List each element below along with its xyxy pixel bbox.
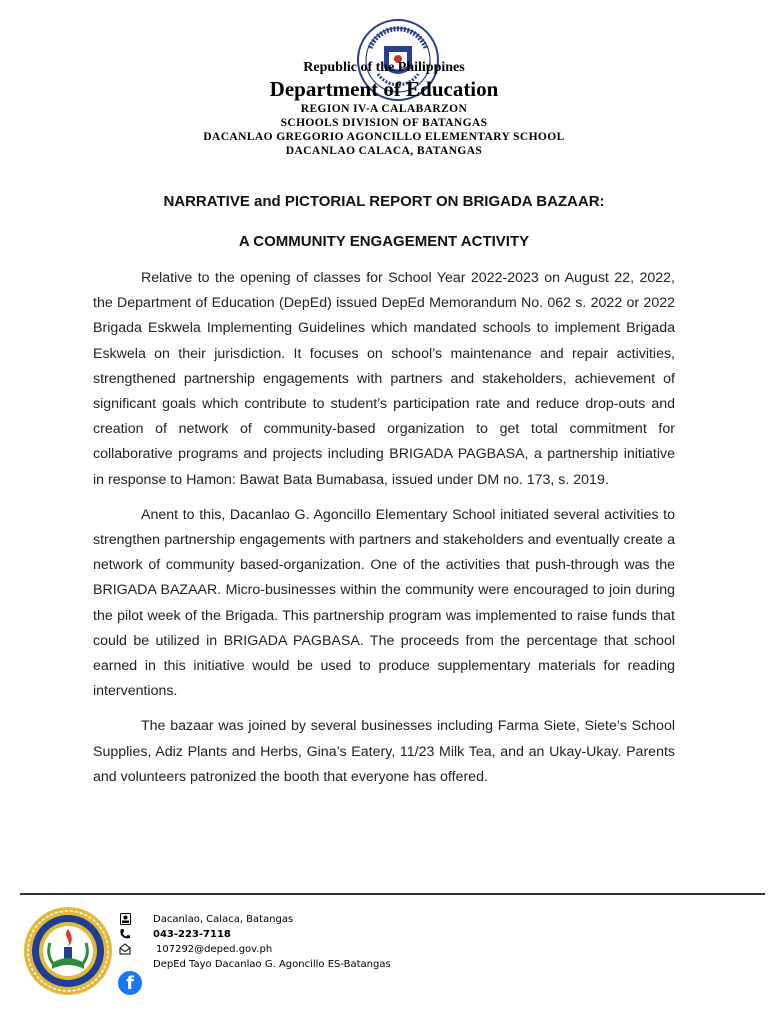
email-row xyxy=(118,942,478,957)
department-name: Department of Education xyxy=(269,77,499,101)
paragraph: The bazaar was joined by several businesses including Farma Siete, Siete’s School Supplies, Adiz Plants and Herbs, Gina’s Eatery, 11/23 Milk Tea, and an Ukay-Ukay. Parents and volunteers patronized the booth that everyone has offered. xyxy=(93,718,675,785)
footer-facebook[interactable]: DepEd Tayo Dacanlao G. Agoncillo ES-Batangas xyxy=(153,959,391,970)
address-row xyxy=(118,912,478,927)
footer-email[interactable]: 107292@deped.gov.ph xyxy=(156,944,273,955)
report-body xyxy=(93,266,675,800)
email-icon xyxy=(118,942,132,956)
address-card-icon xyxy=(118,912,132,926)
phone-row xyxy=(118,927,478,942)
region-line: REGION IV-A CALABARZON xyxy=(300,103,468,115)
school-seal-icon xyxy=(22,905,114,997)
footer-divider xyxy=(20,893,765,895)
paragraph: Relative to the opening of classes for School Year 2022-2023 on August 22, 2022, the Department of Education (DepEd) issued DepEd Memorandum No. 062 s. 2022 or 2022 Brigada Eskwela Implementing Guidelines which mandated schools to implement Brigada Eskwela on their jurisdiction. It focuses on school’s maintenance and repair activities, strengthened partnership engagements with partners and stakeholders, achievement of significant goals which contribute to student’s participation rate and reduce drop-outs and creation of network of community-based organization to get total commitment for collaborative programs and projects including BRIGADA PAGBASA, a partnership initiative in response to Hamon: Bawat Bata Bumabasa, issued under DM no. 173, s. 2019. xyxy=(93,270,675,488)
letterhead xyxy=(0,60,768,158)
facebook-row xyxy=(118,957,478,972)
paragraph: Anent to this, Dacanlao G. Agoncillo Elementary School initiated several activities to strengthen partnership engagements with partners and stakeholders and eventually create a network of community based-organization. One of the activities that push-through was the BRIGADA BAZAAR. Micro-businesses within the community were encouraged to join during the pilot week of the Brigada. This partnership program was implemented to raise funds that could be utilized in BRIGADA PAGBASA. The proceeds from the percentage that school earned in this initiative would be used to produce supplementary materials for reading interventions. xyxy=(93,506,675,700)
facebook-link[interactable] xyxy=(118,971,142,995)
report-title: NARRATIVE and PICTORIAL REPORT ON BRIGADA BAZAAR: xyxy=(163,193,605,210)
report-subtitle: A COMMUNITY ENGAGEMENT ACTIVITY xyxy=(238,233,530,250)
phone-icon xyxy=(118,927,132,941)
school-name: DACANLAO GREGORIO AGONCILLO ELEMENTARY SCHOOL xyxy=(203,131,565,143)
facebook-icon[interactable]: f xyxy=(118,971,142,995)
division-line: SCHOOLS DIVISION OF BATANGAS xyxy=(280,117,488,129)
contact-info xyxy=(118,912,478,972)
footer-phone: 043-223-7118 xyxy=(153,929,231,940)
republic-line: Republic of the Philippines xyxy=(303,60,465,75)
footer-address: Dacanlao, Calaca, Batangas xyxy=(153,914,294,925)
school-address: DACANLAO CALACA, BATANGAS xyxy=(285,145,483,157)
